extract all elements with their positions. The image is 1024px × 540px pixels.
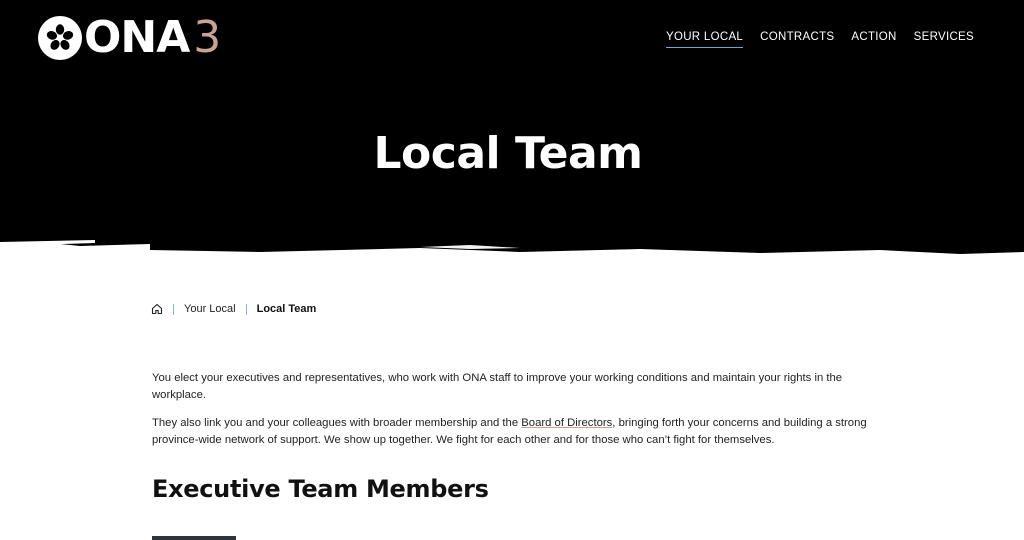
- paragraph-2-text-continued: , bringing forth your concerns and building a strong province-wide network of support. We show up together. We fight for each other and for those who can’t fight for themselves.: [152, 417, 867, 446]
- brush-stroke-edge: [0, 222, 1024, 270]
- nav-item-contracts[interactable]: CONTRACTS: [760, 31, 835, 43]
- intro-paragraph-1: You elect your executives and representatives, who work with ONA staff to improve your working conditions and maintain your rights in the workplace.: [152, 372, 843, 401]
- ona-logo[interactable]: [38, 14, 221, 62]
- member-photo[interactable]: [152, 536, 236, 540]
- intro-content: [152, 370, 872, 460]
- logo-local-number: 3: [193, 12, 222, 63]
- nav-item-action[interactable]: ACTION: [851, 31, 897, 43]
- main-nav: [649, 29, 974, 48]
- executive-team-heading: Executive Team Members: [152, 475, 489, 503]
- breadcrumb-separator: [173, 304, 174, 315]
- intro-paragraph-2: [152, 415, 872, 448]
- board-of-directors-link[interactable]: Board of Directors: [521, 417, 613, 429]
- breadcrumb-separator: [246, 304, 247, 315]
- breadcrumb-current: Local Team: [256, 303, 317, 315]
- page-title: Local Team: [373, 128, 643, 179]
- nav-item-services[interactable]: SERVICES: [913, 31, 974, 43]
- breadcrumb: [151, 303, 316, 315]
- breadcrumb-your-local[interactable]: Your Local: [184, 303, 236, 315]
- home-icon[interactable]: [151, 303, 163, 315]
- logo-wordmark: ONA: [84, 12, 190, 63]
- paragraph-2-text: They also link you and your colleagues with broader membership and the: [152, 417, 522, 429]
- flower-icon: [38, 16, 82, 60]
- nav-item-your-local[interactable]: YOUR LOCAL: [666, 29, 743, 48]
